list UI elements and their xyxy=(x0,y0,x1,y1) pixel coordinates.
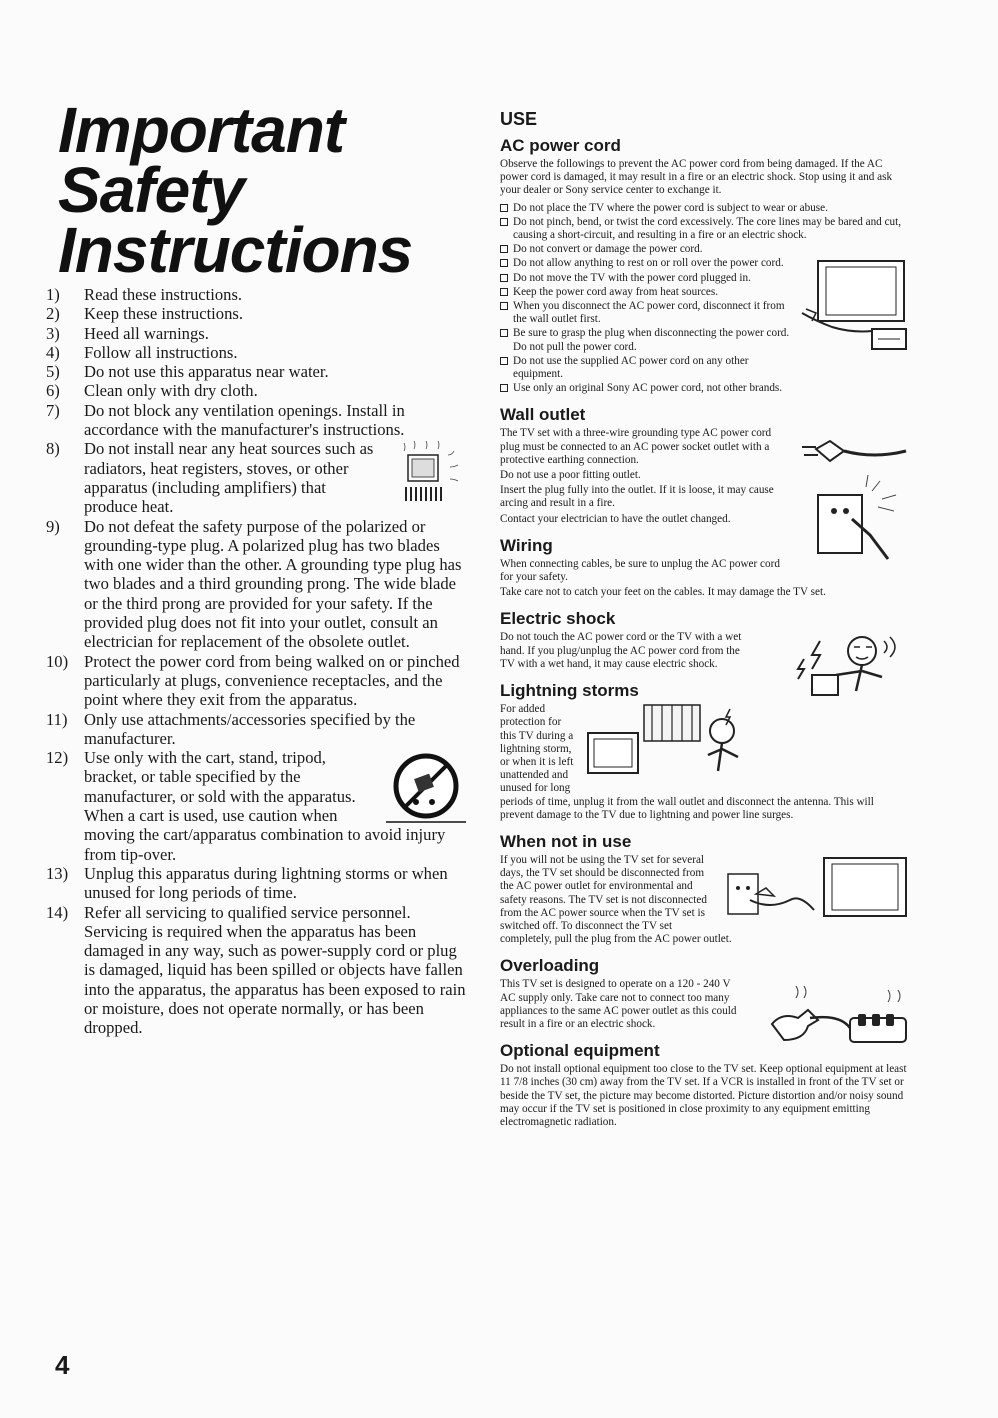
instruction-item: 8) Do not install near any heat sources such as radiators, heat registers, stoves, or other apparatus (including amplifiers) that produce heat. xyxy=(46,439,466,516)
section-text: The TV set with a three-wire grounding type AC power cord plug must be connected to an AC power socket outlet with a protective earthing connection. xyxy=(500,427,772,466)
instruction-item: 4) Follow all instructions. xyxy=(46,342,238,362)
checklist-item: Do not move the TV with the power cord plugged in. xyxy=(500,272,910,285)
when-not-in-use-section xyxy=(500,832,910,946)
checkbox-icon xyxy=(500,329,508,337)
section-text: This TV set is designed to operate on a 120 - 240 V AC supply only. Take care not to connect too many appliances to the same AC power outlet as this could result in a fire or an electric shock. xyxy=(500,978,737,1030)
checkbox-icon xyxy=(500,384,508,392)
overloading-section xyxy=(500,956,910,1031)
ac-power-cord-section xyxy=(500,136,910,395)
electric-shock-section xyxy=(500,609,910,671)
page-title xyxy=(58,94,458,286)
checkbox-icon xyxy=(500,218,508,226)
section-heading: Wiring xyxy=(500,535,553,555)
section-text: For added protection for this TV during a lightning storm, or when it is left unattended and unused for long periods of time, unplug it from the wall outlet and disconnect the antenna. This will prevent damage to the TV due to lightning and power line surges. xyxy=(500,703,874,821)
instruction-item: 5) Do not use this apparatus near water. xyxy=(46,362,329,382)
instruction-item: 10) Protect the power cord from being walked on or pinched particularly at plugs, convenience receptacles, and the point where they exit from the apparatus. xyxy=(46,651,460,710)
instruction-list xyxy=(46,285,466,1038)
checklist-item: Keep the power cord away from heat sources. xyxy=(500,286,910,299)
section-text: If you will not be using the TV set for several days, the TV set should be disconnected from the AC power outlet for environmental and safety reasons. The TV set is not disconnected from the AC power source when the TV set is switched off. To disconnect the TV set completely, pull the plug from the AC power outlet. xyxy=(500,853,732,946)
instruction-item: 11) Only use attachments/accessories specified by the manufacturer. xyxy=(46,709,416,748)
checklist-item: Be sure to grasp the plug when disconnecting the power cord. Do not pull the power cord. xyxy=(500,327,910,353)
checkbox-icon xyxy=(500,288,508,296)
section-text: Do not install optional equipment too close to the TV set. Keep optional equipment at least 11 7/8 inches (30 cm) away from the TV set. If a VCR is installed in front of the TV set or beside the TV set, the picture may become distorted. Picture distortion and/or noisy sound may occur if the TV set is positioned in close proximity to any equipment emitting electromagnetic radiation. xyxy=(500,1063,907,1128)
section-text: Take care not to catch your feet on the cables. It may damage the TV set. xyxy=(500,586,826,599)
section-text: When connecting cables, be sure to unplug the AC power cord for your safety. xyxy=(500,557,780,584)
section-heading: When not in use xyxy=(500,831,632,851)
wall-outlet-section xyxy=(500,405,910,525)
title-line-3: Instructions xyxy=(58,214,413,286)
checkbox-icon xyxy=(500,259,508,267)
instruction-item: 3) Heed all warnings. xyxy=(46,323,209,343)
instruction-item: 1) Read these instructions. xyxy=(46,285,243,304)
use-section xyxy=(500,108,910,1139)
checklist-item: Do not place the TV where the power cord is subject to wear or abuse. xyxy=(500,202,910,215)
instruction-item: 13) Unplug this apparatus during lightning storms or when unused for long periods of time. xyxy=(46,863,448,903)
unplug-tv-illustration-icon xyxy=(720,854,910,930)
use-heading: USE xyxy=(500,109,538,129)
section-heading: Overloading xyxy=(500,956,600,976)
title-line-2: Safety xyxy=(58,154,245,226)
instruction-item: 14) Refer all servicing to qualified service personnel. Servicing is required when the apparatus has been damaged in any way, such as power-supply cord or plug is damaged, liquid has been spilled or objects have fallen into the apparatus, the apparatus has been exposed to rain or moisture, does not operate normally, or has been dropped. xyxy=(46,902,466,1038)
section-heading: AC power cord xyxy=(500,136,621,155)
instruction-item: 9) Do not defeat the safety purpose of the polarized or grounding-type plug. A polarized plug has two blades with one wider than the other. A grounding type plug has two blades and a third grounding prong. The wide blade or the third prong are provided for your safety. If the provided plug does not fit into your outlet, consult an electrician for replacement of the obsolete outlet. xyxy=(46,516,462,652)
checklist-item: Do not pinch, bend, or twist the cord excessively. The core lines may be bared and cut, causing a short-circuit, and resulting in a fire or an electric shock. xyxy=(500,216,910,242)
title-line-1: Important xyxy=(58,94,345,166)
cart-tip-over-warning-icon xyxy=(386,750,466,824)
section-text: Insert the plug fully into the outlet. If it is loose, it may cause arcing and result in a fire. xyxy=(500,484,774,510)
overloaded-outlet-illustration-icon xyxy=(750,978,910,1058)
checkbox-icon xyxy=(500,245,508,253)
instruction-item: 7) Do not block any ventilation openings. Install in accordance with the manufacturer's instructions. xyxy=(46,400,405,440)
section-text: Do not touch the AC power cord or the TV with a wet hand. If you plug/unplug the AC power cord from the TV with a wet hand, it may cause electric shock. xyxy=(500,631,742,670)
instruction-item: 12) Use only with the cart, stand, tripod, bracket, or table specified by the manufacturer, or sold with the apparatus. When a cart is used, use caution when moving the cart/apparatus combination to avoid injury from tip-over. xyxy=(46,748,466,864)
checklist-item: Do not convert or damage the power cord. xyxy=(500,243,910,256)
section-heading: Optional equipment xyxy=(500,1041,660,1061)
instruction-item: 6) Clean only with dry cloth. xyxy=(46,381,258,401)
section-text: Observe the followings to prevent the AC power cord from being damaged. If the AC power cord is damaged, it may result in a fire or an electric shock. Stop using it and ask your dealer or Sony service center to exchange it. xyxy=(500,158,893,197)
section-text: Do not use a poor fitting outlet. xyxy=(500,469,641,482)
checklist-item: When you disconnect the AC power cord, disconnect it from the wall outlet first. xyxy=(500,300,910,326)
lightning-storm-illustration-icon xyxy=(584,703,744,787)
instruction-item: 2) Keep these instructions. xyxy=(46,304,243,324)
electric-shock-illustration-icon xyxy=(750,631,910,703)
checklist xyxy=(500,202,910,396)
checklist-item: Do not allow anything to rest on or roll over the power cord. xyxy=(500,257,910,270)
checkbox-icon xyxy=(500,204,508,212)
heater-illustration-icon xyxy=(386,441,466,503)
section-text: Contact your electrician to have the outlet changed. xyxy=(500,512,731,525)
section-heading: Wall outlet xyxy=(500,405,586,425)
checkbox-icon xyxy=(500,357,508,365)
page-number: 4 xyxy=(55,1350,70,1380)
checklist-item: Do not use the supplied AC power cord on any other equipment. xyxy=(500,355,910,381)
section-heading: Electric shock xyxy=(500,609,616,629)
plug-and-outlet-illustration-icon xyxy=(798,427,910,569)
checklist-item: Use only an original Sony AC power cord, not other brands. xyxy=(500,382,910,395)
section-heading: Lightning storms xyxy=(500,681,639,701)
checkbox-icon xyxy=(500,302,508,310)
checkbox-icon xyxy=(500,274,508,282)
